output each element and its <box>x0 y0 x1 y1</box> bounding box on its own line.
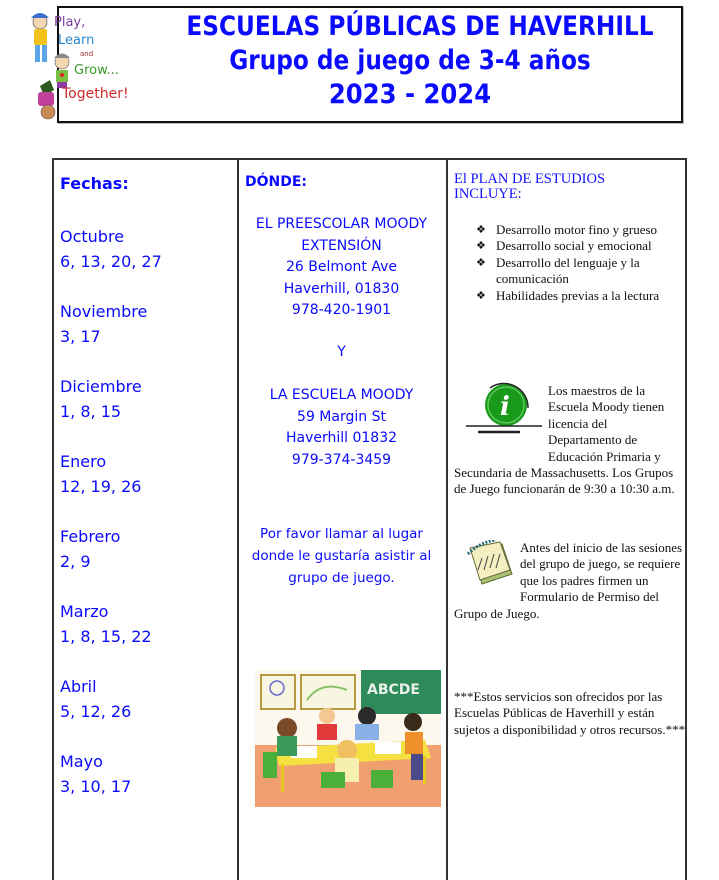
curriculum-item-text: Habilidades previas a la lectura <box>496 287 660 303</box>
location-phone: 979-374-3459 <box>291 451 392 468</box>
curriculum-item-text: Desarrollo social y emocional <box>496 238 652 254</box>
month-days: 3, 17 <box>60 327 101 346</box>
curriculum-item-text: Desarrollo del lenguaje y la comunicación <box>496 254 640 287</box>
diamond-bullet-icon: ❖ <box>476 224 486 236</box>
location-moody-school <box>239 385 444 471</box>
location-address: 59 Margin St <box>297 408 386 425</box>
month-name: Enero <box>60 452 107 471</box>
month-days: 1, 8, 15 <box>60 402 122 421</box>
location-city: Haverhill, 01830 <box>283 280 400 297</box>
kids-classroom-illustration <box>255 670 441 807</box>
title-year: 2023 - 2024 <box>328 79 492 110</box>
month-days: 2, 9 <box>60 552 91 571</box>
where-column <box>237 160 446 880</box>
services-disclaimer: ***Estos servicios son ofrecidos por las Escuelas Públicas de Haverhill y están sujetos a disponibilidad y otros recursos.*** <box>454 689 686 737</box>
where-heading: DÓNDE: <box>245 174 308 190</box>
location-extension <box>239 214 444 322</box>
month-name: Noviembre <box>60 302 148 321</box>
months-list <box>60 224 162 824</box>
title-block <box>150 10 670 112</box>
info-table <box>52 158 687 880</box>
curriculum-item <box>476 238 686 254</box>
svg-text:Grow...: Grow... <box>74 63 119 78</box>
month-days: 3, 10, 17 <box>60 777 132 796</box>
dates-column <box>52 160 237 880</box>
month-name: Marzo <box>60 602 109 621</box>
month-days: 6, 13, 20, 27 <box>60 252 162 271</box>
call-note: Por favor llamar al lugar donde le gustaría asistir al grupo de juego. <box>251 526 432 586</box>
title-program: Grupo de juego de 3-4 años <box>229 45 591 76</box>
diamond-bullet-icon: ❖ <box>476 289 486 302</box>
dates-heading: Fechas: <box>60 174 129 193</box>
month-entry <box>60 224 162 274</box>
title-district: ESCUELAS PÚBLICAS DE HAVERHILL <box>186 11 654 42</box>
location-phone: 978-420-1901 <box>291 302 392 318</box>
location-city: Haverhill 01832 <box>285 430 398 446</box>
month-name: Octubre <box>60 227 125 246</box>
curriculum-item <box>476 255 686 288</box>
curriculum-item-text: Desarrollo motor fino y grueso <box>496 222 658 237</box>
logo-word-play: Play, <box>54 15 86 30</box>
chalkboard-text: ABCDE <box>367 682 420 698</box>
location-name-line2: EXTENSIÓN <box>301 237 382 254</box>
svg-text:Together!: Together! <box>62 86 129 102</box>
curriculum-list <box>476 222 686 304</box>
month-days: 1, 8, 15, 22 <box>60 627 152 646</box>
location-address: 26 Belmont Ave <box>285 259 398 275</box>
play-learn-grow-logo <box>18 4 146 122</box>
month-entry <box>60 299 162 349</box>
location-name: EL PREESCOLAR MOODY <box>255 216 428 232</box>
svg-text:and: and <box>80 50 94 58</box>
month-entry <box>60 674 162 724</box>
svg-text:i: i <box>500 392 510 422</box>
month-entry <box>60 599 162 649</box>
month-name: Febrero <box>60 527 121 546</box>
svg-text:Learn: Learn <box>58 33 95 48</box>
info-icon <box>460 382 550 438</box>
curriculum-column <box>446 160 687 880</box>
diamond-bullet-icon: ❖ <box>476 256 486 269</box>
curriculum-item <box>476 288 686 304</box>
curriculum-item <box>476 222 686 238</box>
notepad-icon <box>462 540 516 588</box>
month-entry <box>60 749 162 799</box>
month-entry <box>60 449 162 499</box>
teachers-license-text: Los maestros de la Escuela Moody tienen licencia del Departamento de Educación Primaria y Secundaria de Massachusetts. Los Grupos de Juego funcionarán de 9:30 a 10:30 a.m. <box>454 383 675 497</box>
month-days: 12, 19, 26 <box>60 477 142 496</box>
month-entry <box>60 524 162 574</box>
permission-form-text: Antes del inicio de las sesiones del grupo de juego, se requiere que los padres firmen un Formulario de Permiso del Grupo de Juego. <box>454 540 683 621</box>
month-name: Abril <box>60 677 97 696</box>
conjunction-and: Y <box>337 344 346 360</box>
month-name: Diciembre <box>60 377 142 396</box>
curriculum-heading: El PLAN DE ESTUDIOS INCLUYE: <box>454 171 606 202</box>
diamond-bullet-icon: ❖ <box>476 240 486 253</box>
month-entry <box>60 374 162 424</box>
month-days: 5, 12, 26 <box>60 702 132 721</box>
month-name: Mayo <box>60 752 103 771</box>
location-name: LA ESCUELA MOODY <box>269 387 414 403</box>
